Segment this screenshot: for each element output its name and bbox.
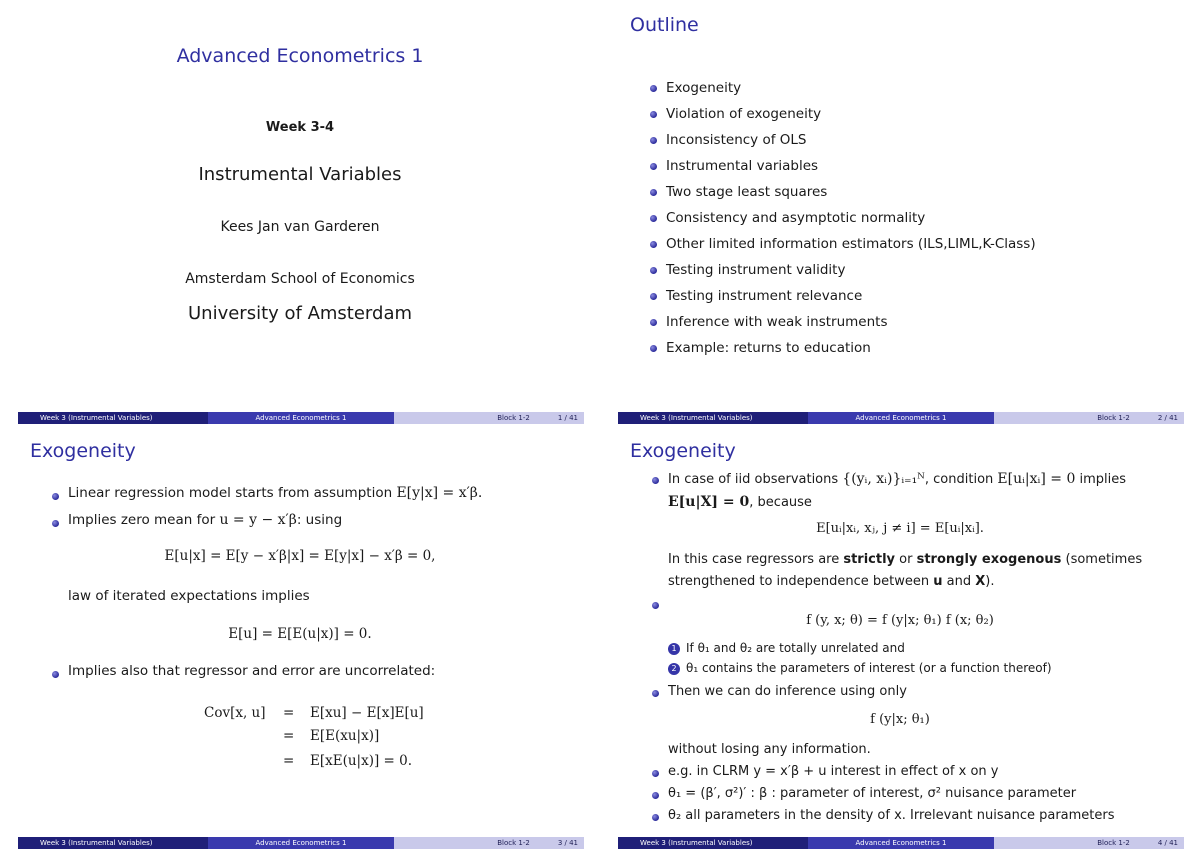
footer-right <box>394 412 584 424</box>
bullet-icon <box>652 477 659 484</box>
bullet-text: Implies zero mean for u = y − x′β: using <box>68 512 343 528</box>
footer-course: Advanced Econometrics 1 <box>208 837 394 849</box>
footer-block: Block 1-2 <box>497 839 530 847</box>
bullet-icon <box>52 520 59 527</box>
eq-sign: = <box>283 753 295 769</box>
equation: E[xu] − E[x]E[u] <box>310 705 424 721</box>
eq-sign: = <box>283 705 295 721</box>
footer-section: Week 3 (Instrumental Variables) <box>18 412 208 424</box>
equation: E[E(xu|x)] <box>310 728 380 744</box>
footer-block: Block 1-2 <box>1097 414 1130 422</box>
bullet-text: Linear regression model starts from assumption E[y|x] = x′β. <box>68 485 483 501</box>
school: Amsterdam School of Economics <box>185 271 415 287</box>
math-expr: u = y − x′β <box>219 512 297 528</box>
equation: E[uᵢ|xᵢ, xⱼ, j ≠ i] = E[uᵢ|xᵢ]. <box>816 521 984 536</box>
numbered-item: 2 θ₁ contains the parameters of interest (or a function thereof) <box>668 661 1052 675</box>
outline-item: Exogeneity <box>648 79 1036 105</box>
outline-item: Inconsistency of OLS <box>648 131 1036 157</box>
paragraph: strengthened to independence between u and X). <box>668 574 995 589</box>
footer-block: Block 1-2 <box>1097 839 1130 847</box>
frame-title: Exogeneity <box>30 440 136 462</box>
number-badge: 1 <box>668 643 680 655</box>
footer-course: Advanced Econometrics 1 <box>208 412 394 424</box>
numbered-item: 1 If θ₁ and θ₂ are totally unrelated and <box>668 641 905 655</box>
slide-footer <box>18 837 584 849</box>
paragraph: In this case regressors are strictly or strongly exogenous (sometimes <box>668 552 1143 567</box>
bullet-text: θ₂ all parameters in the density of x. Irrelevant nuisance parameters <box>668 808 1115 823</box>
bullet-text: In case of iid observations {(yᵢ, xᵢ)}ᵢ₌₁ᴺ, condition E[uᵢ|xᵢ] = 0 implies <box>668 471 1127 487</box>
paragraph: without losing any information. <box>668 742 871 757</box>
slide-exogeneity-1 <box>0 425 600 849</box>
bullet-text: e.g. in CLRM y = x′β + u interest in effect of x on y <box>668 764 999 779</box>
footer-right <box>394 837 584 849</box>
slide-title <box>0 0 600 424</box>
footer-section: Week 3 (Instrumental Variables) <box>618 412 808 424</box>
paragraph: E[u|X] = 0, because <box>668 494 812 510</box>
week-label: Week 3-4 <box>265 120 335 135</box>
outline-item: Example: returns to education <box>648 339 1036 365</box>
outline-item: Instrumental variables <box>648 157 1036 183</box>
bullet-icon <box>652 602 659 609</box>
equation: E[xE(u|x)] = 0. <box>310 753 413 769</box>
footer-block: Block 1-2 <box>497 414 530 422</box>
math-expr: E[uᵢ|xᵢ] = 0 <box>997 471 1076 487</box>
bullet-icon <box>652 814 659 821</box>
course-title: Advanced Econometrics 1 <box>176 45 424 67</box>
outline-item: Violation of exogeneity <box>648 105 1036 131</box>
footer-course: Advanced Econometrics 1 <box>808 412 994 424</box>
slide-exogeneity-2 <box>600 425 1200 849</box>
equation: f (y|x; θ₁) <box>870 712 930 727</box>
paragraph: law of iterated expectations implies <box>68 588 310 604</box>
footer-page: 3 / 41 <box>557 839 578 847</box>
outline-item: Two stage least squares <box>648 183 1036 209</box>
equation: f (y, x; θ) = f (y|x; θ₁) f (x; θ₂) <box>806 613 994 628</box>
frame-title: Outline <box>630 14 699 36</box>
bullet-icon <box>652 690 659 697</box>
footer-right <box>994 837 1184 849</box>
footer-right <box>994 412 1184 424</box>
eq-sign: = <box>283 728 295 744</box>
cov-lhs: Cov[x, u] <box>204 705 266 721</box>
footer-course: Advanced Econometrics 1 <box>808 837 994 849</box>
frame-title: Exogeneity <box>630 440 736 462</box>
topic-title: Instrumental Variables <box>198 164 402 185</box>
math-expr: E[y|x] = x′β. <box>396 485 483 501</box>
footer-page: 2 / 41 <box>1157 414 1178 422</box>
bullet-text: θ₁ = (β′, σ²)′ : β : parameter of interest, σ² nuisance parameter <box>668 786 1077 801</box>
slide-footer <box>618 837 1184 849</box>
equation: E[u] = E[E(u|x)] = 0. <box>228 626 372 642</box>
math-expr: E[u|X] = 0 <box>668 494 750 510</box>
slide-footer <box>18 412 584 424</box>
footer-page: 4 / 41 <box>1157 839 1178 847</box>
number-badge: 2 <box>668 663 680 675</box>
bullet-icon <box>52 671 59 678</box>
outline-item: Inference with weak instruments <box>648 313 1036 339</box>
outline-item: Other limited information estimators (ILS,LIML,K-Class) <box>648 235 1036 261</box>
outline-list <box>648 79 1036 365</box>
footer-section: Week 3 (Instrumental Variables) <box>618 837 808 849</box>
bullet-text: Then we can do inference using only <box>668 684 907 699</box>
outline-item: Consistency and asymptotic normality <box>648 209 1036 235</box>
bullet-icon <box>652 792 659 799</box>
equation: E[u|x] = E[y − x′β|x] = E[y|x] − x′β = 0, <box>164 548 436 564</box>
math-expr: {(yᵢ, xᵢ)}ᵢ₌₁ᴺ <box>842 471 925 487</box>
university: University of Amsterdam <box>187 303 413 324</box>
footer-page: 1 / 41 <box>557 414 578 422</box>
bullet-icon <box>52 493 59 500</box>
footer-section: Week 3 (Instrumental Variables) <box>18 837 208 849</box>
slide-footer <box>618 412 1184 424</box>
author: Kees Jan van Garderen <box>220 219 380 235</box>
outline-item: Testing instrument relevance <box>648 287 1036 313</box>
bullet-icon <box>652 770 659 777</box>
slide-outline <box>600 0 1200 424</box>
bullet-text: Implies also that regressor and error are uncorrelated: <box>68 663 436 679</box>
outline-item: Testing instrument validity <box>648 261 1036 287</box>
